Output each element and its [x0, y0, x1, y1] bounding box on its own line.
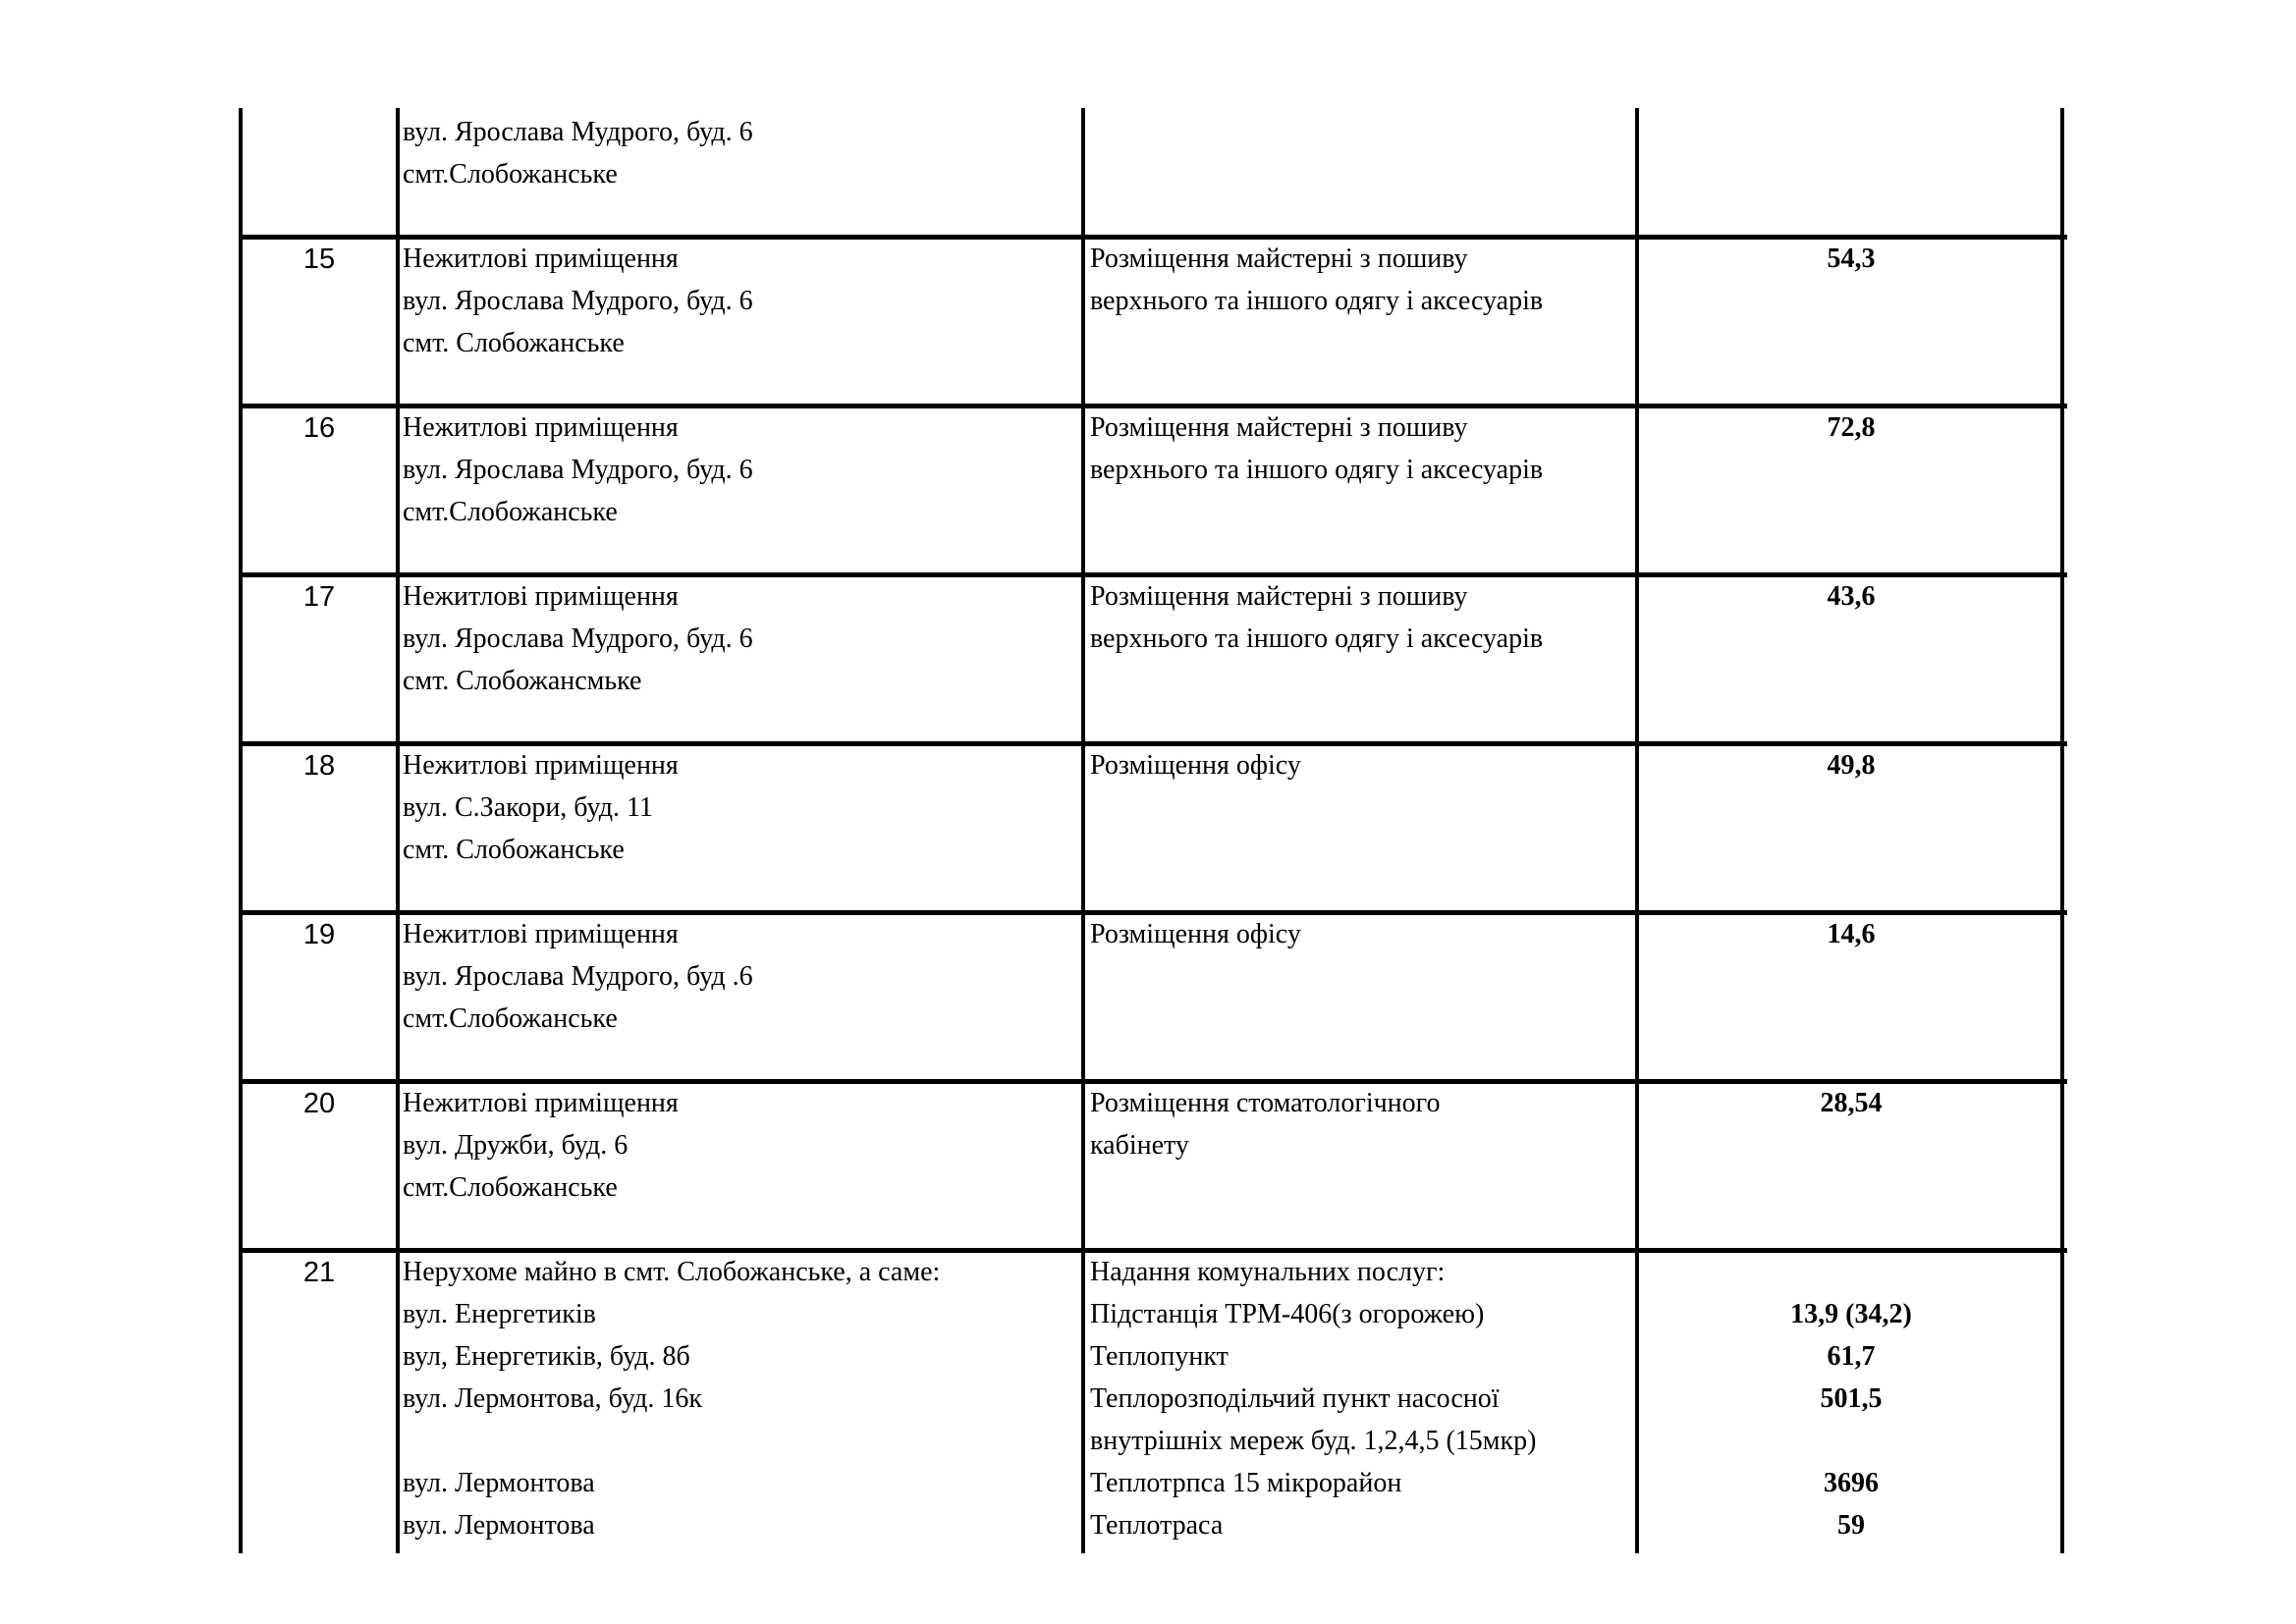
area-line: [1640, 1251, 2062, 1293]
usage-purpose: [1090, 744, 1301, 786]
area-line: 72,8: [1827, 412, 1876, 443]
usage-purpose: [1090, 406, 1543, 491]
address-line: вул. Ярослава Мудрого, буд .6: [403, 961, 753, 992]
area-value: [1640, 1082, 2062, 1124]
purpose-line: Теплопункт: [1090, 1341, 1229, 1372]
purpose-line: кабінету: [1090, 1130, 1189, 1161]
property-address: [403, 1251, 940, 1546]
address-line: смт. Слобожанське: [403, 328, 625, 358]
address-line: вул. Лермонтова: [403, 1468, 595, 1498]
purpose-line: Розміщення майстерні з пошиву: [1090, 412, 1468, 443]
address-line: смт.Слобожанське: [403, 159, 618, 189]
usage-purpose: [1090, 1251, 1536, 1546]
purpose-line: Теплорозподільчий пункт насосної: [1090, 1383, 1500, 1414]
purpose-line: Підстанція ТРМ-406(з огорожею): [1090, 1299, 1485, 1329]
row-number: 16: [302, 412, 336, 444]
purpose-line: Розміщення офісу: [1090, 750, 1301, 781]
area-line: 3696: [1824, 1468, 1879, 1498]
property-address: [403, 744, 679, 871]
area-line: 13,9 (34,2): [1790, 1299, 1912, 1329]
area-value: [1640, 744, 2062, 786]
area-value: [1640, 406, 2062, 449]
purpose-line: Розміщення стоматологічного: [1090, 1088, 1441, 1118]
address-line: смт.Слобожанське: [403, 1003, 618, 1034]
area-line: 61,7: [1827, 1341, 1876, 1372]
area-line: 43,6: [1827, 581, 1876, 612]
area-value: [1640, 1251, 2062, 1546]
table-border-col3: [1081, 108, 1085, 1553]
address-line: смт. Слобожансмьке: [403, 666, 642, 696]
address-line: вул. Дружби, буд. 6: [403, 1130, 629, 1161]
area-line: [1640, 1420, 2062, 1462]
address-line: Нерухоме майно в смт. Слобожанське, а саме:: [403, 1257, 941, 1287]
usage-purpose: [1090, 575, 1543, 660]
address-line: вул. Енергетиків: [403, 1299, 596, 1329]
address-line: Нежитлові приміщення: [403, 1088, 679, 1118]
purpose-line: внутрішніх мереж буд. 1,2,4,5 (15мкр): [1090, 1426, 1537, 1456]
address-line: смт.Слобожанське: [403, 497, 618, 527]
property-address: [403, 238, 753, 364]
area-value: [1640, 913, 2062, 955]
usage-purpose: [1090, 1082, 1440, 1166]
table-border-col2: [396, 108, 400, 1553]
purpose-line: Надання комунальних послуг:: [1090, 1257, 1446, 1287]
prev-row-address: [403, 111, 753, 195]
purpose-line: Розміщення майстерні з пошиву: [1090, 581, 1468, 612]
table-border-col4: [1635, 108, 1639, 1553]
address-line: вул. Ярослава Мудрого, буд. 6: [403, 117, 753, 147]
address-line: Нежитлові приміщення: [403, 412, 679, 443]
area-line: 28,54: [1820, 1088, 1883, 1118]
area-line: 49,8: [1827, 750, 1876, 781]
area-line: 14,6: [1827, 919, 1876, 949]
row-number: 21: [302, 1257, 336, 1288]
address-line: смт.Слобожанське: [403, 1172, 618, 1203]
purpose-line: верхнього та іншого одягу і аксесуарів: [1090, 623, 1544, 654]
area-value: [1640, 238, 2062, 280]
address-line: Нежитлові приміщення: [403, 581, 679, 612]
purpose-line: верхнього та іншого одягу і аксесуарів: [1090, 286, 1544, 316]
table-border-left: [239, 108, 243, 1553]
purpose-line: Розміщення майстерні з пошиву: [1090, 244, 1468, 274]
property-address: [403, 406, 753, 533]
row-number: 17: [302, 581, 336, 613]
address-line: Нежитлові приміщення: [403, 919, 679, 949]
row-number: 15: [302, 244, 336, 275]
property-address: [403, 575, 753, 702]
area-line: 501,5: [1820, 1383, 1883, 1414]
address-line: [403, 1420, 940, 1462]
property-address: [403, 913, 753, 1040]
row-number: 19: [302, 919, 336, 950]
address-line: вул. С.Закори, буд. 11: [403, 792, 653, 823]
address-line: Нежитлові приміщення: [403, 244, 679, 274]
address-line: Нежитлові приміщення: [403, 750, 679, 781]
row-number: 20: [302, 1088, 336, 1119]
purpose-line: Розміщення офісу: [1090, 919, 1301, 949]
property-address: [403, 1082, 679, 1209]
address-line: смт. Слобожанське: [403, 835, 625, 865]
purpose-line: верхнього та іншого одягу і аксесуарів: [1090, 455, 1544, 485]
area-line: 54,3: [1827, 244, 1876, 274]
purpose-line: Теплотрпса 15 мікрорайон: [1090, 1468, 1402, 1498]
row-number: 18: [302, 750, 336, 782]
address-line: вул. Ярослава Мудрого, буд. 6: [403, 286, 753, 316]
area-line: 59: [1837, 1510, 1865, 1541]
area-value: [1640, 575, 2062, 618]
address-line: вул. Ярослава Мудрого, буд. 6: [403, 455, 753, 485]
purpose-line: Теплотраса: [1090, 1510, 1224, 1541]
usage-purpose: [1090, 913, 1301, 955]
usage-purpose: [1090, 238, 1543, 322]
address-line: вул, Енергетиків, буд. 8б: [403, 1341, 690, 1372]
address-line: вул. Ярослава Мудрого, буд. 6: [403, 623, 753, 654]
address-line: вул. Лермонтова: [403, 1510, 595, 1541]
address-line: вул. Лермонтова, буд. 16к: [403, 1383, 702, 1414]
